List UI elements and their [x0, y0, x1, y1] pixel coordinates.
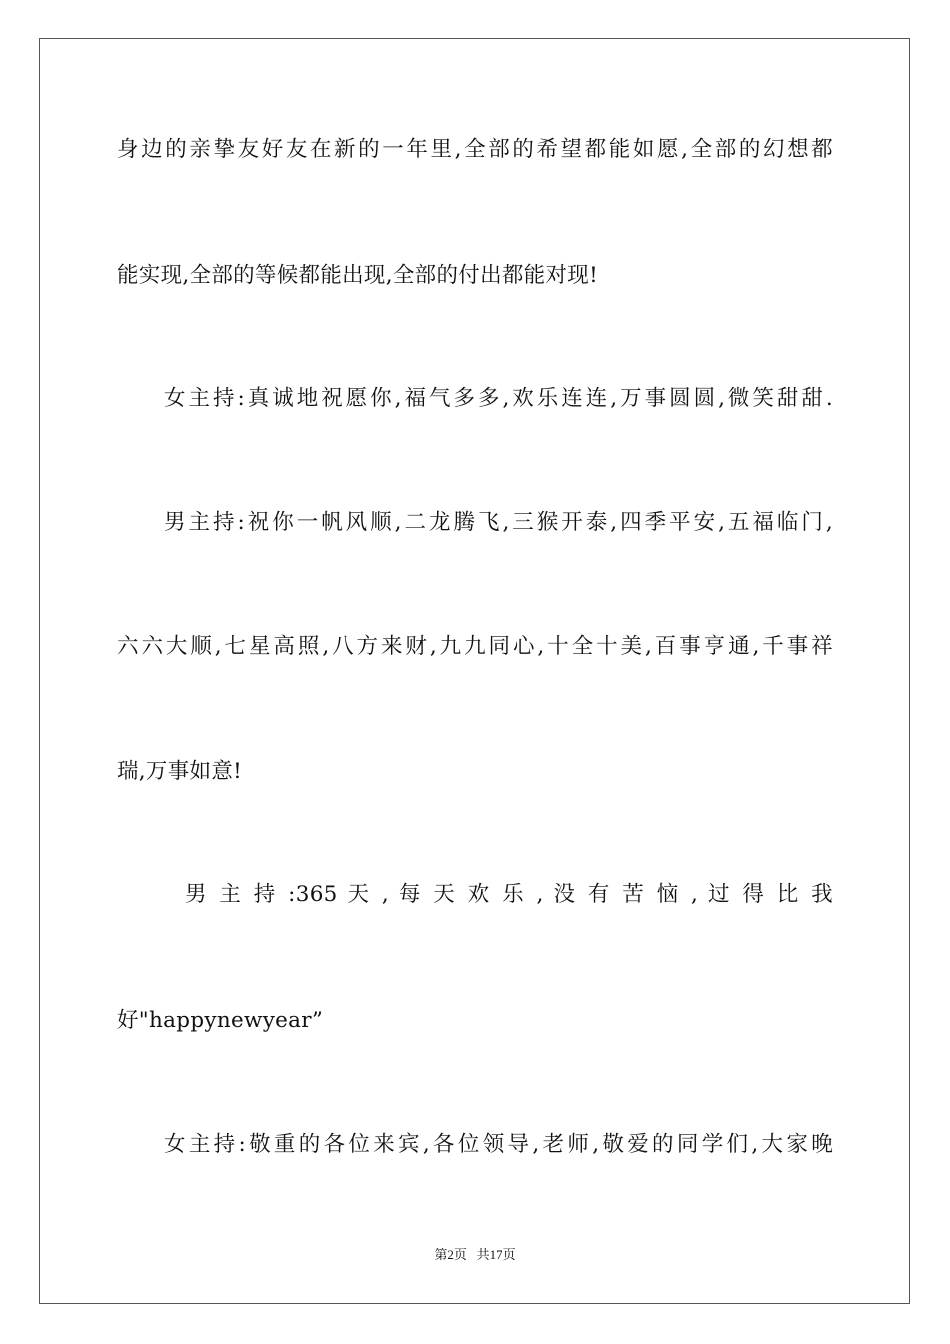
paragraph-line-3: 女主持:真诚地祝愿你,福气多多,欢乐连连,万事圆圆,微笑甜甜.	[164, 386, 833, 411]
paragraph-line-2: 能实现,全部的等候都能出现,全部的付出都能对现!	[117, 263, 599, 288]
paragraph-line-6: 瑞,万事如意!	[117, 759, 243, 784]
paragraph-line-5: 六六大顺,七星高照,八方来财,九九同心,十全十美,百事亨通,千事祥	[117, 634, 833, 659]
page-frame	[39, 38, 910, 1304]
page-number-footer: 第2页 共17页	[434, 1247, 516, 1262]
paragraph-line-8: 好"happynewyear”	[117, 1008, 324, 1033]
paragraph-line-1: 身边的亲挚友好友在新的一年里,全部的希望都能如愿,全部的幻想都	[117, 137, 833, 162]
paragraph-line-9: 女主持:敬重的各位来宾,各位领导,老师,敬爱的同学们,大家晚	[164, 1132, 833, 1157]
paragraph-line-7: 男 主 持 :365 天 , 每 天 欢 乐 , 没 有 苦 恼 , 过 得 比 我	[185, 882, 833, 907]
paragraph-line-4: 男主持:祝你一帆风顺,二龙腾飞,三猴开泰,四季平安,五福临门,	[164, 510, 833, 535]
